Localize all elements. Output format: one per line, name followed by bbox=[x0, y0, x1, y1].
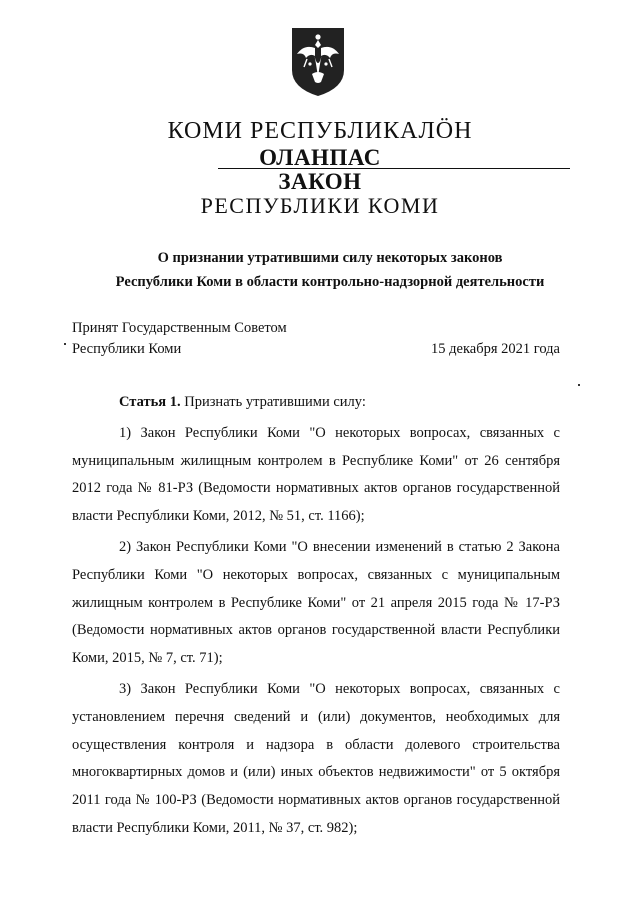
article-1 bbox=[72, 389, 560, 846]
article-1-label: Статья 1. bbox=[119, 394, 181, 410]
law-title-line1: О признании утратившими силу некоторых законов bbox=[157, 250, 503, 266]
article-1-heading bbox=[72, 389, 560, 417]
header-zakon: ЗАКОН bbox=[278, 169, 362, 194]
adopted-line2: Республики Коми bbox=[72, 341, 182, 357]
law-title-line2: Республики Коми в области контрольно-надзорной деятельности bbox=[115, 274, 545, 290]
scan-speck bbox=[64, 343, 66, 345]
law-title bbox=[60, 246, 600, 294]
article-1-item-1: 1) Закон Республики Коми "О некоторых вопросах, связанных с муниципальным жилищным контролем в Республике Коми" от 26 сентября 2012 года № 81-РЗ (Ведомости нормативных актов органов государственной власти Республики Коми, 2012, № 51, ст. 1166); bbox=[72, 424, 560, 525]
header-republic-komi: РЕСПУБЛИКИ КОМИ bbox=[200, 193, 440, 218]
adopted-by bbox=[72, 318, 287, 360]
komi-coat-of-arms-icon bbox=[290, 26, 346, 98]
header-olanpas: ОЛАНПАС bbox=[259, 145, 381, 170]
scan-speck bbox=[578, 384, 580, 386]
article-1-item-3: 3) Закон Республики Коми "О некоторых вопросах, связанных с установлением перечня сведений и (или) документов, необходимых для осуществления контроля и надзора в области долевого строительства многоквартирных домов и (или) иных объектов недвижимости" от 5 октября 2011 года № 100-РЗ (Ведомости нормативных актов органов государственной власти Республики Коми, 2011, № 37, ст. 982); bbox=[72, 680, 560, 836]
adopted-line1: Принят Государственным Советом bbox=[72, 320, 287, 336]
article-1-intro: Признать утратившими силу: bbox=[180, 394, 366, 410]
header-republic-komi-lang: КОМИ РЕСПУБЛИКАЛÖН bbox=[167, 118, 473, 144]
article-1-item-2: 2) Закон Республики Коми "О внесении изменений в статью 2 Закона Республики Коми "О некоторых вопросах, связанных с муниципальным жилищным контролем в Республике Коми" от 21 апреля 2015 года № 17-РЗ (Ведомости нормативных актов органов государственной власти Республики Коми, 2015, № 7, ст. 71); bbox=[72, 538, 560, 667]
adopted-date: 15 декабря 2021 года bbox=[431, 341, 560, 357]
